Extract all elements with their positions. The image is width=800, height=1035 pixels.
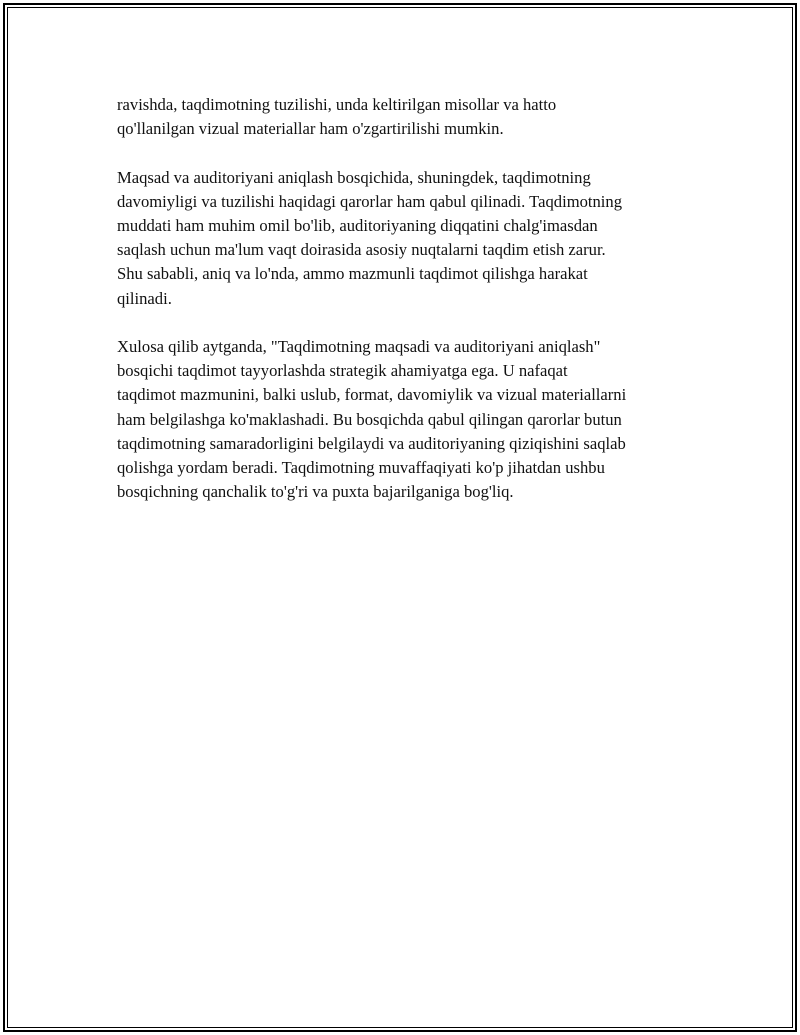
paragraph-1: [117, 93, 697, 141]
text-line: bosqichning qanchalik to'g'ri va puxta bajarilganiga bog'liq.: [117, 482, 514, 502]
text-line: Shu sababli, aniq va lo'nda, ammo mazmunli taqdimot qilishga harakat: [117, 264, 588, 284]
text-line: saqlash uchun ma'lum vaqt doirasida asosiy nuqtalarni taqdim etish zarur.: [117, 240, 606, 260]
text-line: qolishga yordam beradi. Taqdimotning muvaffaqiyati ko'p jihatdan ushbu: [117, 458, 605, 478]
text-line: ham belgilashga ko'maklashadi. Bu bosqichda qabul qilingan qarorlar butun: [117, 409, 622, 429]
text-line: taqdimotning samaradorligini belgilaydi va auditoriyaning qiziqishini saqlab: [117, 433, 626, 453]
text-line: Xulosa qilib aytganda, "Taqdimotning maqsadi va auditoriyani aniqlash": [117, 337, 601, 356]
text-line: taqdimot mazmunini, balki uslub, format, davomiylik va vizual materiallarni: [117, 385, 627, 405]
text-line: ravishda, taqdimotning tuzilishi, unda keltirilgan misollar va hatto: [117, 95, 557, 114]
paragraph-2: [117, 166, 697, 311]
document-body: [117, 93, 697, 529]
paragraph-3: [117, 335, 697, 504]
text-line: Maqsad va auditoriyani aniqlash bosqichida, shuningdek, taqdimotning: [117, 167, 591, 187]
text-line: qilinadi.: [117, 288, 172, 308]
text-line: davomiyligi va tuzilishi haqidagi qarorlar ham qabul qilinadi. Taqdimotning: [117, 191, 623, 211]
text-line: muddati ham muhim omil bo'lib, auditoriyaning diqqatini chalg'imasdan: [117, 216, 598, 235]
text-line: bosqichi taqdimot tayyorlashda strategik ahamiyatga ega. U nafaqat: [117, 361, 568, 381]
text-line: qo'llanilgan vizual materiallar ham o'zgartirilishi mumkin.: [117, 119, 504, 139]
